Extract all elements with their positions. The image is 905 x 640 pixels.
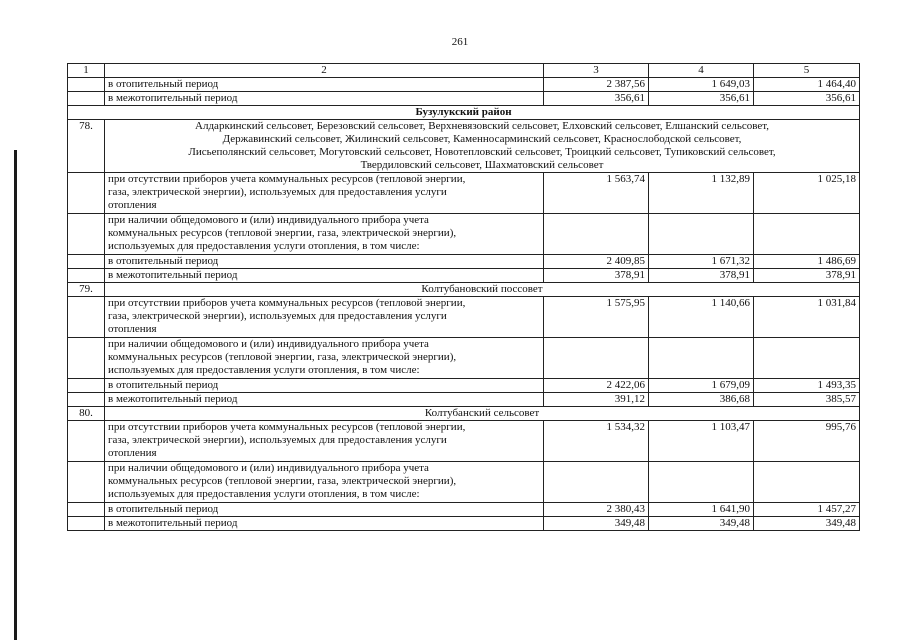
row-number-cell [68, 255, 105, 269]
value-col-5: 1 486,69 [754, 255, 860, 269]
label-line: при наличии общедомового и (или) индивидуального прибора учета [108, 338, 429, 350]
table-row [68, 503, 860, 517]
value-col-4 [649, 214, 754, 255]
entity-name-line: Державинский сельсовет, Жилинский сельсовет, Каменносарминский сельсовет, Краснослободской сельсовет, [222, 133, 742, 145]
label-line: газа, электрической энергии), используемых для предоставления услуги [108, 310, 447, 322]
value-col-4: 1 132,89 [649, 173, 754, 214]
entity-row [68, 120, 860, 173]
label-line: газа, электрической энергии), используемых для предоставления услуги [108, 434, 447, 446]
row-number-cell [68, 173, 105, 214]
value-col-3: 1 575,95 [544, 297, 649, 338]
value-col-3: 349,48 [544, 517, 649, 531]
label-line: используемых для предоставления услуги отопления, в том числе: [108, 240, 420, 252]
absence-row [68, 173, 860, 214]
value-col-5: 378,91 [754, 269, 860, 283]
label-line: при отсутствии приборов учета коммунальных ресурсов (тепловой энергии, [108, 297, 466, 309]
row-number-cell [68, 517, 105, 531]
value-col-3: 1 563,74 [544, 173, 649, 214]
value-col-3: 2 387,56 [544, 78, 649, 92]
table-row [68, 517, 860, 531]
row-number-cell [68, 214, 105, 255]
label-line: отопления [108, 447, 157, 459]
presence-row [68, 214, 860, 255]
absence-label [105, 297, 544, 338]
section-row [68, 106, 860, 120]
presence-label [105, 338, 544, 379]
table-row [68, 393, 860, 407]
entity-row [68, 407, 860, 421]
row-number-cell [68, 269, 105, 283]
entity-number: 78. [68, 120, 105, 173]
entity-name: Колтубанский сельсовет [105, 407, 860, 421]
row-number-cell [68, 503, 105, 517]
value-col-3 [544, 214, 649, 255]
header-col-2: 2 [105, 64, 544, 78]
header-col-5: 5 [754, 64, 860, 78]
header-col-4: 4 [649, 64, 754, 78]
label-line: коммунальных ресурсов (тепловой энергии, газа, электрической энергии), [108, 227, 457, 239]
entity-name [105, 120, 860, 173]
value-col-5: 1 025,18 [754, 173, 860, 214]
value-col-3: 1 534,32 [544, 421, 649, 462]
row-number-cell [68, 393, 105, 407]
entity-name: Колтубановский поссовет [105, 283, 860, 297]
value-col-4: 386,68 [649, 393, 754, 407]
row-label: в межотопительный период [105, 517, 544, 531]
absence-row [68, 297, 860, 338]
header-col-3: 3 [544, 64, 649, 78]
value-col-3: 2 409,85 [544, 255, 649, 269]
absence-label [105, 421, 544, 462]
absence-row [68, 421, 860, 462]
label-line: коммунальных ресурсов (тепловой энергии, газа, электрической энергии), [108, 475, 457, 487]
value-col-5: 1 031,84 [754, 297, 860, 338]
value-col-4: 1 103,47 [649, 421, 754, 462]
value-col-3: 2 380,43 [544, 503, 649, 517]
value-col-5 [754, 338, 860, 379]
label-line: при наличии общедомового и (или) индивидуального прибора учета [108, 214, 429, 226]
entity-name-line: Алдаркинский сельсовет, Березовский сельсовет, Верхневязовский сельсовет, Елховский сельсовет, Елшанский сельсовет, [195, 120, 769, 132]
value-col-3 [544, 338, 649, 379]
label-line: отопления [108, 199, 157, 211]
value-col-4: 1 679,09 [649, 379, 754, 393]
value-col-5: 356,61 [754, 92, 860, 106]
value-col-5: 995,76 [754, 421, 860, 462]
value-col-3 [544, 462, 649, 503]
table-row [68, 379, 860, 393]
label-line: при наличии общедомового и (или) индивидуального прибора учета [108, 462, 429, 474]
value-col-5: 1 464,40 [754, 78, 860, 92]
label-line: отопления [108, 323, 157, 335]
row-label: в отопительный период [105, 503, 544, 517]
absence-label [105, 173, 544, 214]
entity-name-line: Лисьеполянский сельсовет, Могутовский сельсовет, Новотепловский сельсовет, Троицкий сельсовет, Тупиковский сельсовет, [188, 146, 776, 158]
row-number-cell [68, 338, 105, 379]
table-row [68, 92, 860, 106]
label-line: коммунальных ресурсов (тепловой энергии, газа, электрической энергии), [108, 351, 457, 363]
tariff-table [67, 63, 860, 531]
label-line: используемых для предоставления услуги отопления, в том числе: [108, 364, 420, 376]
value-col-4: 378,91 [649, 269, 754, 283]
entity-number: 80. [68, 407, 105, 421]
row-number-cell [68, 462, 105, 503]
value-col-5: 349,48 [754, 517, 860, 531]
row-number-cell [68, 379, 105, 393]
row-number-cell [68, 421, 105, 462]
row-label: в отопительный период [105, 78, 544, 92]
value-col-3: 391,12 [544, 393, 649, 407]
row-number-cell [68, 78, 105, 92]
entity-name-line: Твердиловский сельсовет, Шахматовский сельсовет [360, 159, 604, 171]
value-col-4 [649, 338, 754, 379]
presence-label [105, 462, 544, 503]
row-label: в межотопительный период [105, 92, 544, 106]
row-number-cell [68, 92, 105, 106]
label-line: при отсутствии приборов учета коммунальных ресурсов (тепловой энергии, [108, 173, 466, 185]
table-row [68, 269, 860, 283]
value-col-3: 378,91 [544, 269, 649, 283]
value-col-4: 349,48 [649, 517, 754, 531]
value-col-4 [649, 462, 754, 503]
row-label: в отопительный период [105, 379, 544, 393]
row-label: в межотопительный период [105, 269, 544, 283]
table-row [68, 78, 860, 92]
section-title: Бузулукский район [68, 106, 860, 120]
value-col-4: 1 641,90 [649, 503, 754, 517]
value-col-4: 356,61 [649, 92, 754, 106]
value-col-4: 1 140,66 [649, 297, 754, 338]
value-col-5 [754, 214, 860, 255]
value-col-5: 1 493,35 [754, 379, 860, 393]
row-label: в межотопительный период [105, 393, 544, 407]
row-number-cell [68, 297, 105, 338]
page-number: 261 [451, 36, 469, 48]
value-col-5: 385,57 [754, 393, 860, 407]
presence-row [68, 462, 860, 503]
header-col-1: 1 [68, 64, 105, 78]
value-col-3: 2 422,06 [544, 379, 649, 393]
presence-label [105, 214, 544, 255]
entity-row [68, 283, 860, 297]
label-line: газа, электрической энергии), используемых для предоставления услуги [108, 186, 447, 198]
row-label: в отопительный период [105, 255, 544, 269]
label-line: используемых для предоставления услуги отопления, в том числе: [108, 488, 420, 500]
table-row [68, 255, 860, 269]
scan-edge-line [14, 150, 17, 640]
value-col-5 [754, 462, 860, 503]
entity-number: 79. [68, 283, 105, 297]
value-col-4: 1 671,32 [649, 255, 754, 269]
value-col-4: 1 649,03 [649, 78, 754, 92]
presence-row [68, 338, 860, 379]
label-line: при отсутствии приборов учета коммунальных ресурсов (тепловой энергии, [108, 421, 466, 433]
table-header-row [68, 64, 860, 78]
value-col-3: 356,61 [544, 92, 649, 106]
value-col-5: 1 457,27 [754, 503, 860, 517]
